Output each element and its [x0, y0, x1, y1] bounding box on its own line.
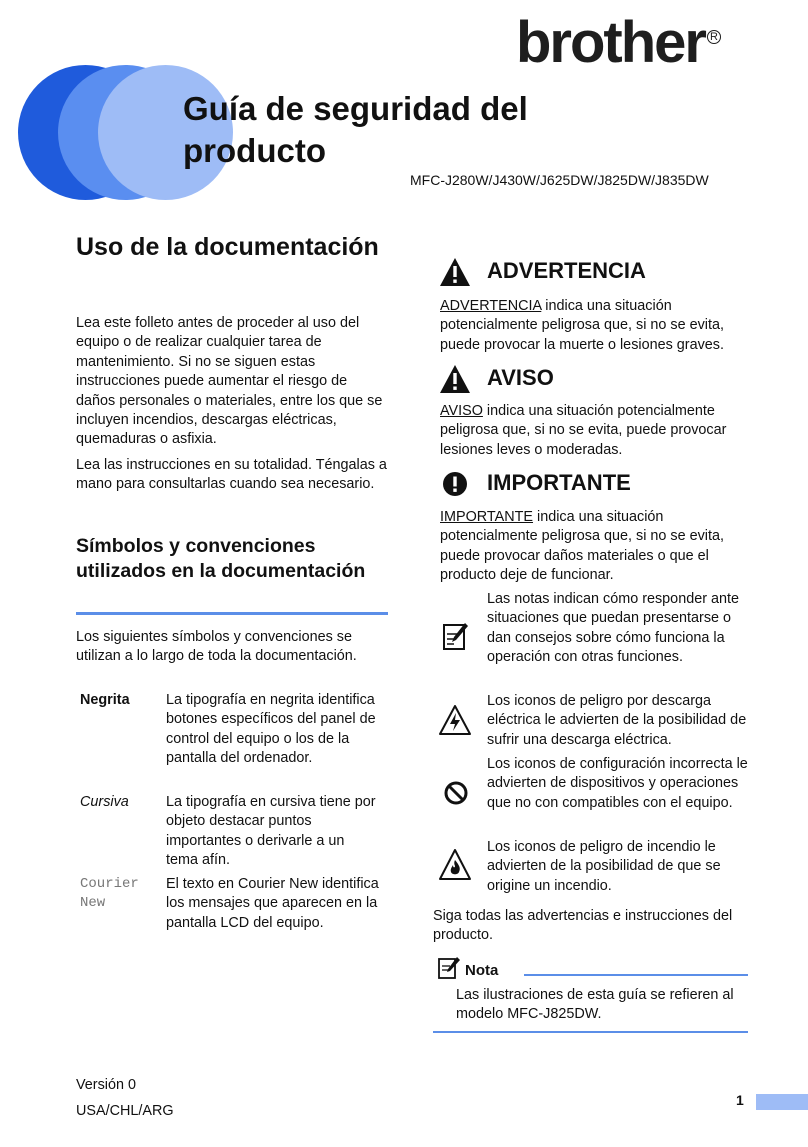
icon-explanation-text: Los iconos de configuración incorrecta le advierten de dispositivos y operaciones que no con compatibles con el equipo. — [487, 756, 748, 811]
caution-icon — [438, 363, 472, 395]
section-heading-symbols: Símbolos y convenciones utilizados en la documentación — [76, 535, 366, 582]
intro-paragraph: Lea este folleto antes de proceder al uso del equipo o de realizar cualquier tarea de mantenimiento. Si no se siguen estas instrucciones puede aumentar el riesgo de daños personales o materiales, entre los que se incluyen incendios, descargas eléctricas, quemaduras o asfixia. — [76, 315, 383, 448]
version-label: Versión 0 — [76, 1077, 137, 1093]
convention-desc: La tipografía en negrita identifica botones específicos del panel de control del equipo o los de la pantalla del ordenador. — [166, 692, 376, 767]
convention-term: Courier New — [80, 876, 139, 912]
model-list: MFC-J280W/J430W/J625DW/J825DW/J835DW — [410, 172, 709, 188]
note-bottom-rule — [433, 1031, 748, 1033]
convention-desc: La tipografía en cursiva tiene por objeto destacar puntos importantes o derivarle a un tema afín. — [166, 794, 376, 869]
icon-explanation-text: Los iconos de peligro por descarga eléctrica le advierten de la posibilidad de sufrir una descarga eléctrica. — [487, 693, 747, 748]
important-icon — [438, 468, 472, 500]
note-top-rule — [524, 974, 748, 976]
caution-paragraph — [440, 402, 740, 460]
icon-explanation-fire — [438, 838, 748, 898]
important-label: IMPORTANTE — [487, 470, 631, 495]
fire-hazard-icon — [438, 848, 472, 882]
page-tab — [756, 1094, 808, 1110]
note-icon — [438, 620, 472, 652]
warning-label: ADVERTENCIA — [487, 258, 646, 283]
caution-label: AVISO — [487, 365, 554, 390]
note-text: Las ilustraciones de esta guía se refieren al modelo MFC-J825DW. — [456, 987, 734, 1023]
warning-lead: ADVERTENCIA — [440, 298, 542, 314]
convention-desc: El texto en Courier New identifica los mensajes que aparecen en la pantalla LCD del equipo. — [166, 876, 379, 931]
region-label: USA/CHL/ARG — [76, 1103, 174, 1119]
caution-lead: AVISO — [440, 403, 483, 419]
prohibited-icon — [438, 777, 472, 809]
note-label: Nota — [465, 962, 499, 979]
brand-logo: brother $^R$ — [516, 14, 721, 72]
page-title: Guía de seguridad del producto — [183, 90, 528, 169]
section-heading-documentation: Uso de la documentación — [76, 233, 379, 261]
icon-explanation-electrical — [438, 692, 748, 752]
icon-explanation-note — [438, 590, 748, 686]
icon-explanation-text: Los iconos de peligro de incendio le advierten de la posibilidad de que se origine un incendio. — [487, 839, 721, 894]
heading-rule — [76, 612, 388, 615]
icon-explanation-prohibited — [438, 755, 748, 835]
warning-text: indica una situación potencialmente peligrosa que, si no se evita, puede provocar la muerte o lesiones graves. — [440, 298, 724, 353]
page-number: 1 — [736, 1092, 744, 1108]
icon-explanation-text: Las notas indican cómo responder ante situaciones que puedan presentarse o dan consejos sobre cómo funciona la operación con otras funciones. — [487, 591, 739, 666]
follow-instructions-paragraph: Siga todas las advertencias e instrucciones del producto. — [433, 908, 733, 944]
note-icon — [436, 955, 462, 981]
important-lead: IMPORTANTE — [440, 509, 534, 525]
electrical-hazard-icon — [438, 704, 472, 736]
read-instructions-paragraph: Lea las instrucciones en su totalidad. Téngalas a mano para consultarlas cuando sea necesario. — [76, 457, 387, 493]
convention-term: Cursiva — [80, 794, 129, 810]
caution-text: indica una situación potencialmente peligrosa que, si no se evita, puede provocar lesiones leves o moderadas. — [440, 403, 727, 458]
convention-term: Negrita — [80, 692, 130, 708]
important-text: indica una situación potencialmente peligrosa que, si no se evita, puede provocar daños materiales o que el producto deje de funcionar. — [440, 509, 724, 584]
important-paragraph — [440, 508, 740, 586]
symbols-paragraph: Los siguientes símbolos y convenciones se utilizan a lo largo de toda la documentación. — [76, 629, 357, 665]
warning-paragraph — [440, 297, 740, 355]
warning-icon — [438, 256, 472, 288]
